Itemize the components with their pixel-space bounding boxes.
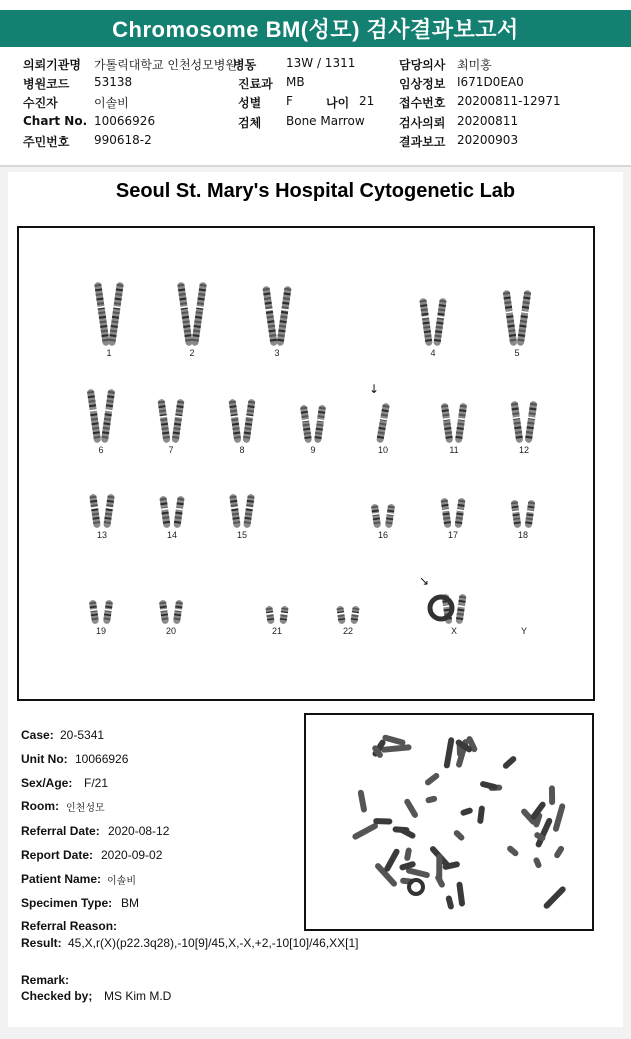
chromosome [454, 498, 466, 529]
chromosome-label: 3 [274, 348, 280, 358]
chromosome [336, 606, 346, 625]
metaphase-chromosome [502, 755, 518, 770]
info-value: 20200811-12971 [457, 94, 561, 108]
report-value: 인천성모 [66, 803, 105, 814]
report-label: Result: [21, 936, 62, 950]
chromosome-label: 12 [518, 445, 530, 455]
abnormality-arrow: ↘ [419, 574, 430, 588]
chromosome [419, 298, 434, 347]
metaphase-chromosome [456, 881, 465, 906]
patient-info-block [0, 47, 631, 167]
chromosome-label: 21 [271, 626, 283, 636]
info-value: 가톨릭대학교 인천성모병원 [94, 58, 237, 72]
chromosome [102, 600, 113, 625]
chromosome [172, 600, 183, 625]
chromosome-label: 14 [166, 530, 178, 540]
info-label: 검체 [238, 116, 262, 130]
metaphase-chromosome [443, 737, 454, 769]
chromosome-label: 6 [98, 445, 104, 455]
info-value: Bone Marrow [286, 114, 365, 128]
metaphase-chromosome [424, 772, 441, 787]
info-value: 21 [359, 94, 375, 108]
metaphase-chromosome [445, 895, 454, 910]
chromosome-label: 20 [165, 626, 177, 636]
report-label: Case: [21, 728, 54, 742]
report-label: Unit No: [21, 752, 68, 766]
metaphase-chromosome [381, 744, 412, 753]
chromosome [159, 496, 171, 529]
metaphase-chromosome [351, 822, 379, 841]
report-label: Room: [21, 799, 59, 813]
chromosome [440, 498, 452, 529]
report-value: 10066926 [75, 752, 129, 766]
info-label: 수진자 [23, 96, 58, 110]
lab-title: Seoul St. Mary's Hospital Cytogenetic Lab [115, 180, 516, 202]
info-label: 진료과 [238, 77, 273, 91]
info-value: F [286, 94, 293, 108]
chromosome-label: 13 [96, 530, 108, 540]
report-value: MS Kim M.D [104, 989, 172, 1003]
report-label: Referral Date: [21, 824, 100, 838]
metaphase-chromosome [405, 867, 430, 879]
info-label: 접수번호 [399, 96, 446, 110]
metaphase-chromosome [392, 826, 409, 833]
chromosome [100, 389, 115, 444]
report-label: Specimen Type: [21, 896, 113, 910]
report-value: 20-5341 [60, 728, 105, 742]
chromosome-label: 8 [239, 445, 245, 455]
chromosome-label: 4 [430, 348, 436, 358]
chromosome [502, 290, 518, 347]
info-value: I671D0EA0 [457, 75, 524, 89]
chromosome [433, 298, 448, 347]
metaphase-chromosome [452, 829, 465, 842]
chromosome [510, 500, 522, 529]
chromosome [276, 286, 292, 347]
info-value: 20200903 [457, 133, 519, 147]
chromosome-label: 9 [310, 445, 316, 455]
chromosome [524, 401, 538, 444]
chromosome-label: X [450, 626, 458, 636]
chromosome-label: 7 [168, 445, 174, 455]
chromosome [524, 500, 536, 529]
info-label: 의뢰기관명 [23, 58, 81, 72]
chromosome-label: Y [520, 626, 528, 636]
chromosome [242, 399, 256, 444]
report-title: Chromosome BM(성모) 검사결과보고서 [112, 17, 519, 42]
metaphase-chromosome [553, 845, 565, 860]
abnormality-arrow: ↓ [369, 382, 380, 396]
report-label: Remark: [21, 973, 70, 987]
chromosome-label: 10 [377, 445, 389, 455]
metaphase-chromosome [425, 795, 438, 804]
report-value: 2020-09-02 [101, 848, 163, 862]
chromosome-label: 22 [342, 626, 354, 636]
metaphase-chromosome [533, 856, 543, 869]
chromosome [103, 494, 116, 529]
report-title-bar [0, 10, 631, 47]
chromosome [454, 403, 467, 444]
chromosome [455, 594, 467, 625]
metaphase-chromosome [403, 798, 419, 819]
info-value: 20200811 [457, 114, 519, 128]
chromosome [370, 504, 381, 529]
chromosome-label: 19 [95, 626, 107, 636]
report-label: Patient Name: [21, 872, 102, 886]
info-value: 이솔비 [94, 96, 129, 110]
metaphase-chromosome [477, 805, 485, 824]
info-label: 병원코드 [23, 77, 70, 91]
metaphase-chromosome [542, 885, 567, 910]
info-value: 990618-2 [94, 133, 152, 147]
chromosome [108, 282, 125, 346]
info-label: 임상정보 [399, 77, 446, 91]
metaphase-chromosome [552, 803, 566, 833]
chromosome [229, 494, 242, 529]
metaphase-chromosome [506, 844, 520, 857]
karyogram-image [19, 228, 593, 699]
metaphase-chromosome [434, 874, 446, 889]
info-label: 성별 [238, 96, 262, 110]
chromosome-label: 11 [449, 445, 459, 455]
chromosome [299, 405, 312, 444]
metaphase-chromosome [382, 734, 406, 746]
info-label: 담당의사 [399, 58, 446, 72]
report-label: Report Date: [21, 848, 94, 862]
chromosome-label: 2 [189, 348, 195, 358]
metaphase-image [306, 715, 592, 929]
chromosome [440, 403, 453, 444]
info-label: 병동 [233, 58, 257, 72]
chromosome [243, 494, 256, 529]
info-value: 13W / 1311 [286, 56, 356, 70]
chromosome [191, 282, 208, 346]
report-label: Sex/Age: [21, 776, 73, 790]
chromosome [376, 403, 391, 444]
chromosome [86, 389, 101, 444]
info-value: 10066926 [94, 114, 156, 128]
chromosome [265, 606, 275, 625]
info-label: 결과보고 [399, 135, 446, 149]
info-value: MB [286, 75, 305, 89]
chromosome [516, 290, 532, 347]
chromosome [384, 504, 395, 529]
chromosome-label: 1 [106, 348, 112, 358]
chromosome [177, 282, 194, 346]
info-label: 주민번호 [23, 135, 70, 149]
chromosome [313, 405, 326, 444]
metaphase-chromosome [460, 807, 474, 817]
metaphase-chromosome [373, 818, 392, 825]
chromosome [173, 496, 185, 529]
chromosome [228, 399, 242, 444]
report-value: 2020-08-12 [108, 824, 170, 838]
metaphase-panel [304, 713, 594, 931]
chromosome-label: 16 [377, 530, 389, 540]
chromosome [88, 600, 99, 625]
report-value: BM [121, 896, 139, 910]
metaphase-chromosome [383, 848, 400, 873]
result-value: 45,X,r(X)(p22.3q28),-10[9]/45,X,-X,+2,-10[10]/46,XX[1] [68, 936, 359, 950]
info-label: 나이 [326, 96, 350, 110]
metaphase-ring [409, 880, 423, 894]
report-label: Referral Reason: [21, 919, 118, 933]
chromosome [94, 282, 111, 346]
chromosome [158, 600, 169, 625]
chromosome [279, 606, 289, 625]
chromosome [262, 286, 278, 347]
chromosome [350, 606, 360, 625]
chromosome-label: 18 [517, 530, 529, 540]
chromosome-label: 15 [236, 530, 248, 540]
chromosome [89, 494, 102, 529]
chromosome-label: 5 [514, 348, 520, 358]
metaphase-chromosome [357, 789, 367, 813]
chromosome-label: 17 [447, 530, 459, 540]
info-label: 검사의뢰 [399, 116, 446, 130]
chromosome [157, 399, 171, 444]
metaphase-chromosome [404, 847, 412, 861]
info-label: Chart No. [23, 114, 88, 128]
info-value: 53138 [94, 75, 133, 89]
chromosome [171, 399, 185, 444]
report-value: 이솔비 [107, 876, 136, 887]
karyogram-panel [17, 226, 595, 701]
report-value: F/21 [84, 776, 109, 790]
report-label: Checked by; [21, 989, 93, 1003]
info-value: 최미홍 [457, 58, 492, 72]
chromosome [510, 401, 524, 444]
metaphase-chromosome [549, 785, 555, 805]
